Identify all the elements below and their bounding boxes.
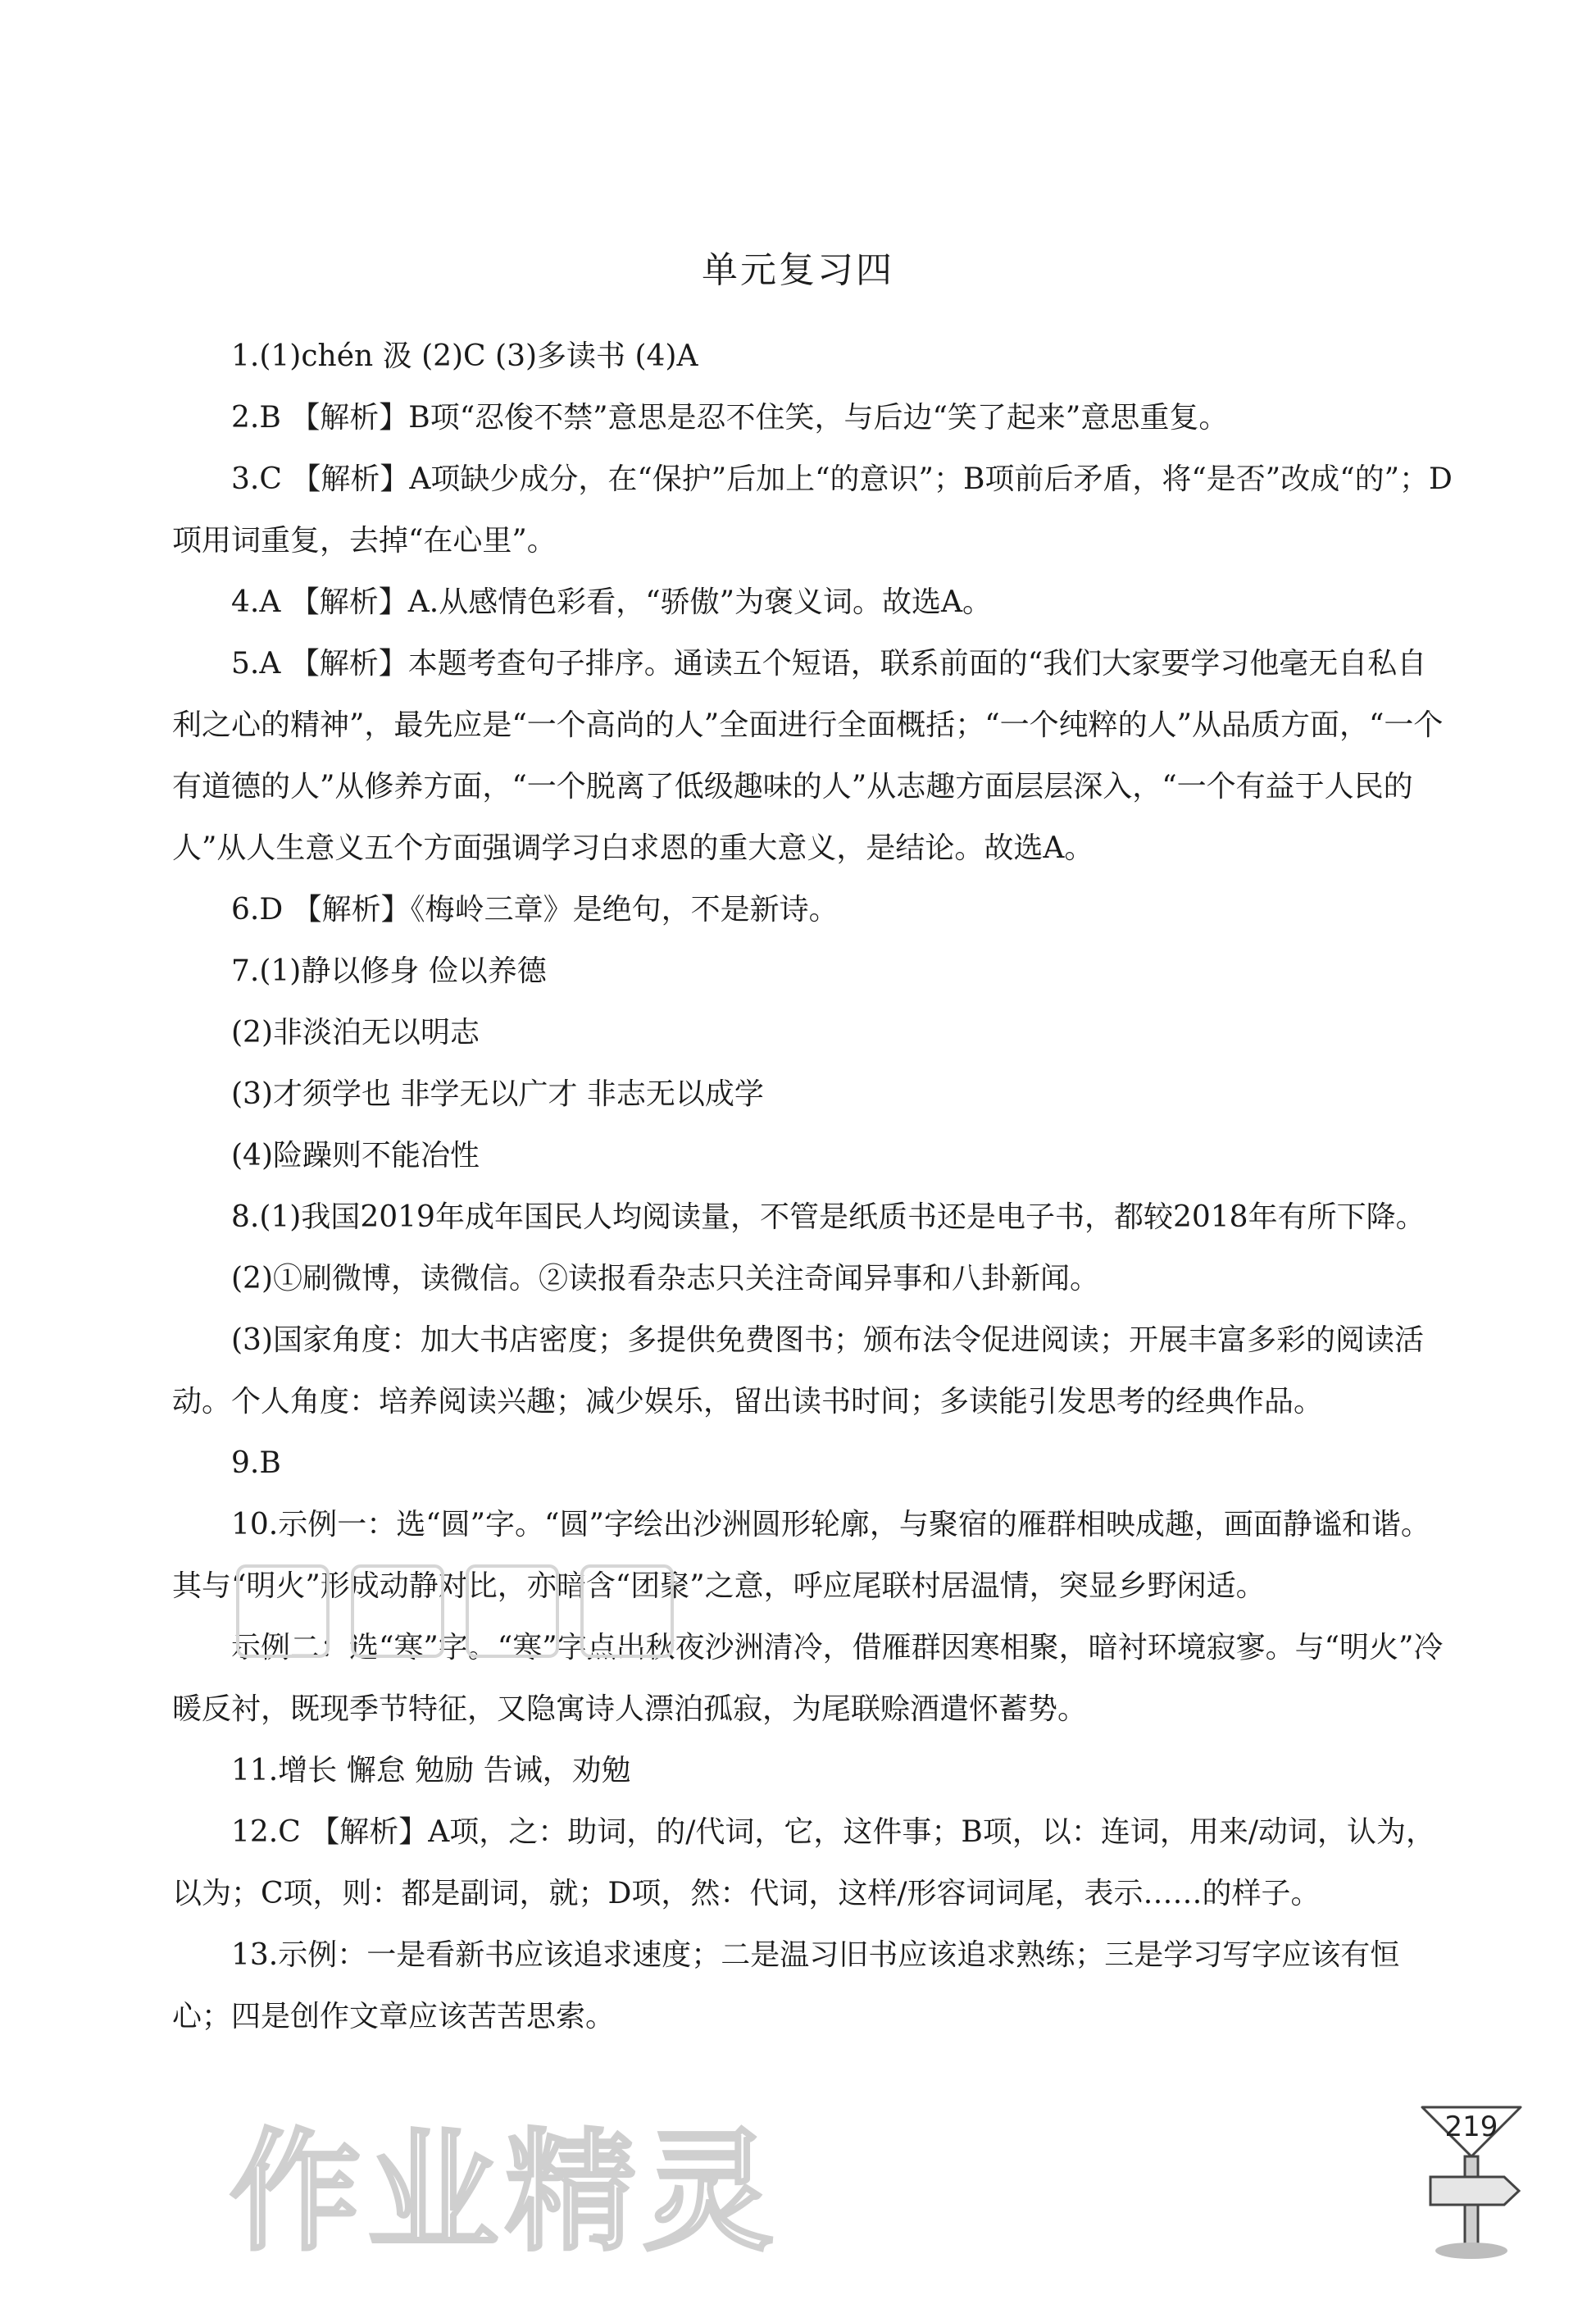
answer-12: 12.C 【解析】A项，之：助词，的/代词，它，这件事；B项，以：连词，用来/动词，认为，以为；C项，则：都是副词，就；D项，然：代词，这样/形容词词尾，表示……的样子。 (172, 1815, 1435, 1910)
answer-2: 2.B 【解析】B项“忍俊不禁”意思是忍不住笑，与后边“笑了起来”意思重复。 (231, 401, 1229, 435)
answer-8-1: 8.(1)我国2019年成年国民人均阅读量，不管是纸质书还是电子书，都较2018年有所下降。 (231, 1200, 1425, 1234)
answer-11: 11.增长 懈怠 勉励 告诫，劝勉 (231, 1754, 631, 1787)
answer-7-2: (2)非淡泊无以明志 (231, 1016, 480, 1050)
answer-10-example-2: 示例二：选“寒”字。“寒”字点出秋夜沙洲清冷，借雁群因寒相聚，暗衬环境寂寥。与“明火”冷暖反衬，既现季节特征，又隐寓诗人漂泊孤寂，为尾联赊酒遣怀蓄势。 (172, 1631, 1444, 1726)
page-title: 单元复习四 (702, 249, 894, 291)
answer-7-1: 7.(1)静以修身 俭以养德 (231, 954, 547, 988)
answer-6: 6.D 【解析】《梅岭三章》是绝句，不是新诗。 (231, 893, 839, 927)
answer-8-3: (3)国家角度：加大书店密度；多提供免费图书；颁布法令促进阅读；开展丰富多彩的阅读活动。个人角度：培养阅读兴趣；减少娱乐，留出读书时间；多读能引发思考的经典作品。 (172, 1323, 1424, 1418)
watermark-text: 作业精灵 (230, 2115, 781, 2269)
page-badge (1414, 2099, 1529, 2263)
answer-9: 9.B (231, 1446, 281, 1480)
answer-list (172, 326, 1455, 2047)
answer-1: 1.(1)chén 汲 (2)C (3)多读书 (4)A (231, 339, 698, 373)
answer-4: 4.A 【解析】A.从感情色彩看，“骄傲”为褒义词。故选A。 (231, 585, 993, 619)
answer-10-example-1: 10.示例一：选“圆”字。“圆”字绘出沙洲圆形轮廓，与聚宿的雁群相映成趣，画面静谧和谐。其与“明火”形成动静对比，亦暗含“团聚”之意，呼应尾联村居温情，突显乡野闲适。 (172, 1508, 1430, 1603)
answer-7-3: (3)才须学也 非学无以广才 非志无以成学 (231, 1077, 764, 1111)
answer-8-2: (2)①刷微博，读微信。②读报看杂志只关注奇闻异事和八卦新闻。 (231, 1262, 1099, 1295)
answer-5: 5.A 【解析】本题考查句子排序。通读五个短语，联系前面的“我们大家要学习他毫无自私自利之心的精神”，最先应是“一个高尚的人”全面进行全面概括；“一个纯粹的人”从品质方面，“一个有道德的人”从修养方面，“一个脱离了低级趣味的人”从志趣方面层层深入，“一个有益于人民的人”从人生意义五个方面强调学习白求恩的重大意义，是结论。故选A。 (172, 647, 1444, 865)
answer-7-4: (4)险躁则不能冶性 (231, 1139, 480, 1172)
answer-13: 13.示例：一是看新书应该追求速度；二是温习旧书应该追求熟练；三是学习写字应该有恒心；四是创作文章应该苦苦思索。 (172, 1938, 1400, 2033)
page-number: 219 (1444, 2110, 1498, 2143)
answer-3: 3.C 【解析】A项缺少成分，在“保护”后加上“的意识”；B项前后矛盾，将“是否”改成“的”；D项用词重复，去掉“在心里”。 (172, 462, 1453, 558)
